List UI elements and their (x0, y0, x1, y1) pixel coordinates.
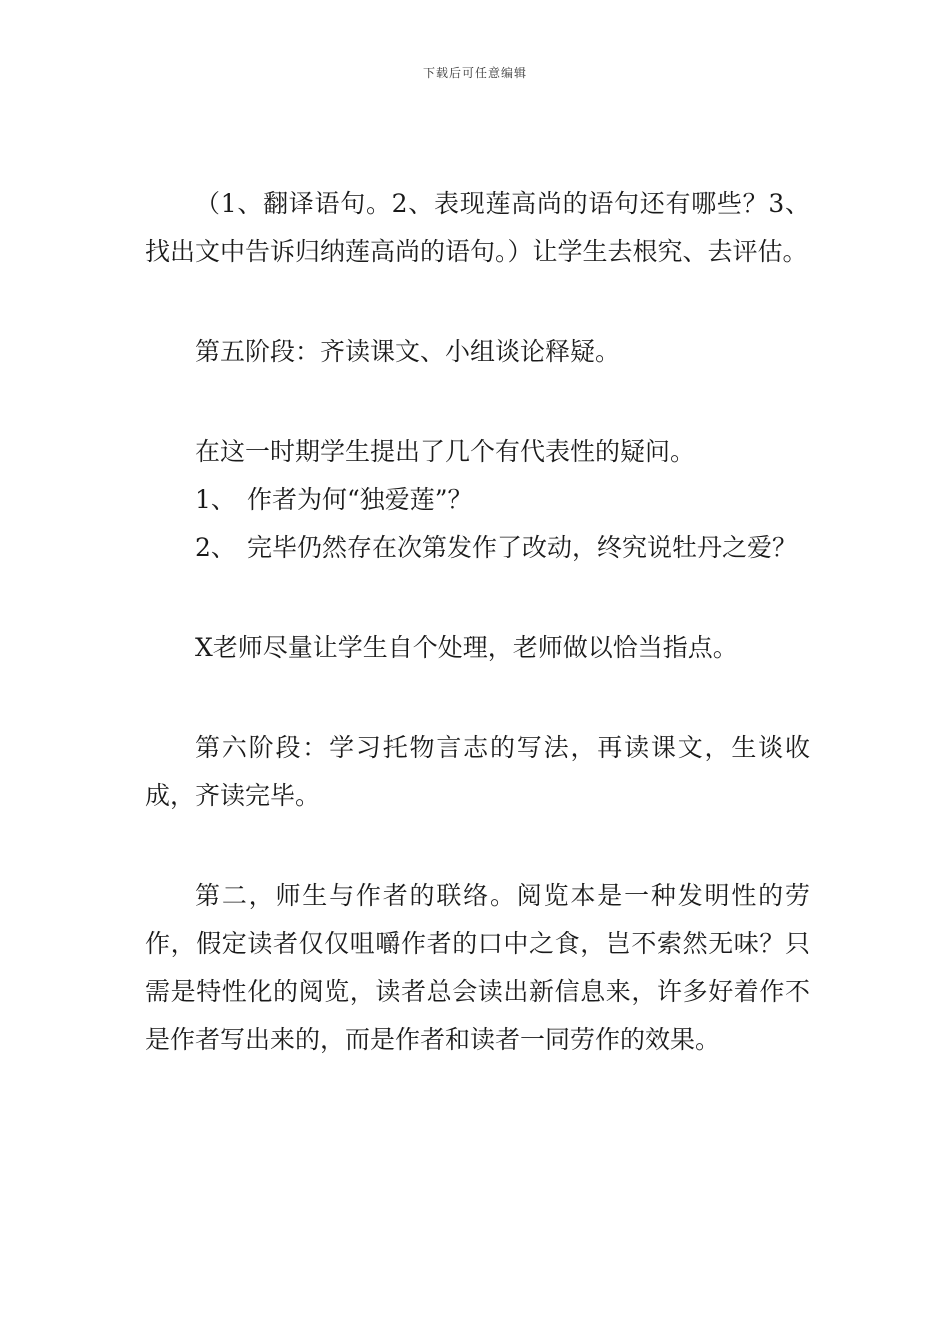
paragraph-teacher-guidance: X老师尽量让学生自个处理，老师做以恰当指点。 (195, 633, 738, 662)
list-item (145, 524, 810, 572)
paragraph-student-questions: 在这一时期学生提出了几个有代表性的疑问。 (195, 437, 696, 466)
list-item (145, 476, 810, 524)
paragraph-translation-tasks: （1、翻译语句。2、表现莲高尚的语句还有哪些？3、找出文中告诉归纳莲高尚的语句。）让学生去根究、去评估。 (145, 189, 810, 266)
list-item-text: 作者为何“独爱莲”？ (247, 485, 473, 514)
header-note: 下载后可任意编辑 (422, 66, 527, 80)
list-item-text: 完毕仍然存在次第发作了改动，终究说牡丹之爱？ (247, 533, 798, 562)
paragraph-reader-author: 第二，师生与作者的联络。阅览本是一种发明性的劳作，假定读者仅仅咀嚼作者的口中之食，岂不索然无味？只需是特性化的阅览，读者总会读出新信息来，许多好着作不是作者写出来的，而是作者和读者一同劳作的效果。 (145, 881, 810, 1054)
paragraph-stage-six: 第六阶段：学习托物言志的写法，再读课文，生谈收成，齐读完毕。 (145, 733, 810, 810)
document-body (145, 180, 810, 1064)
list-item-number: 1、 (195, 485, 236, 514)
list-item-number: 2、 (195, 533, 236, 562)
paragraph-stage-five: 第五阶段：齐读课文、小组谈论释疑。 (195, 337, 621, 366)
